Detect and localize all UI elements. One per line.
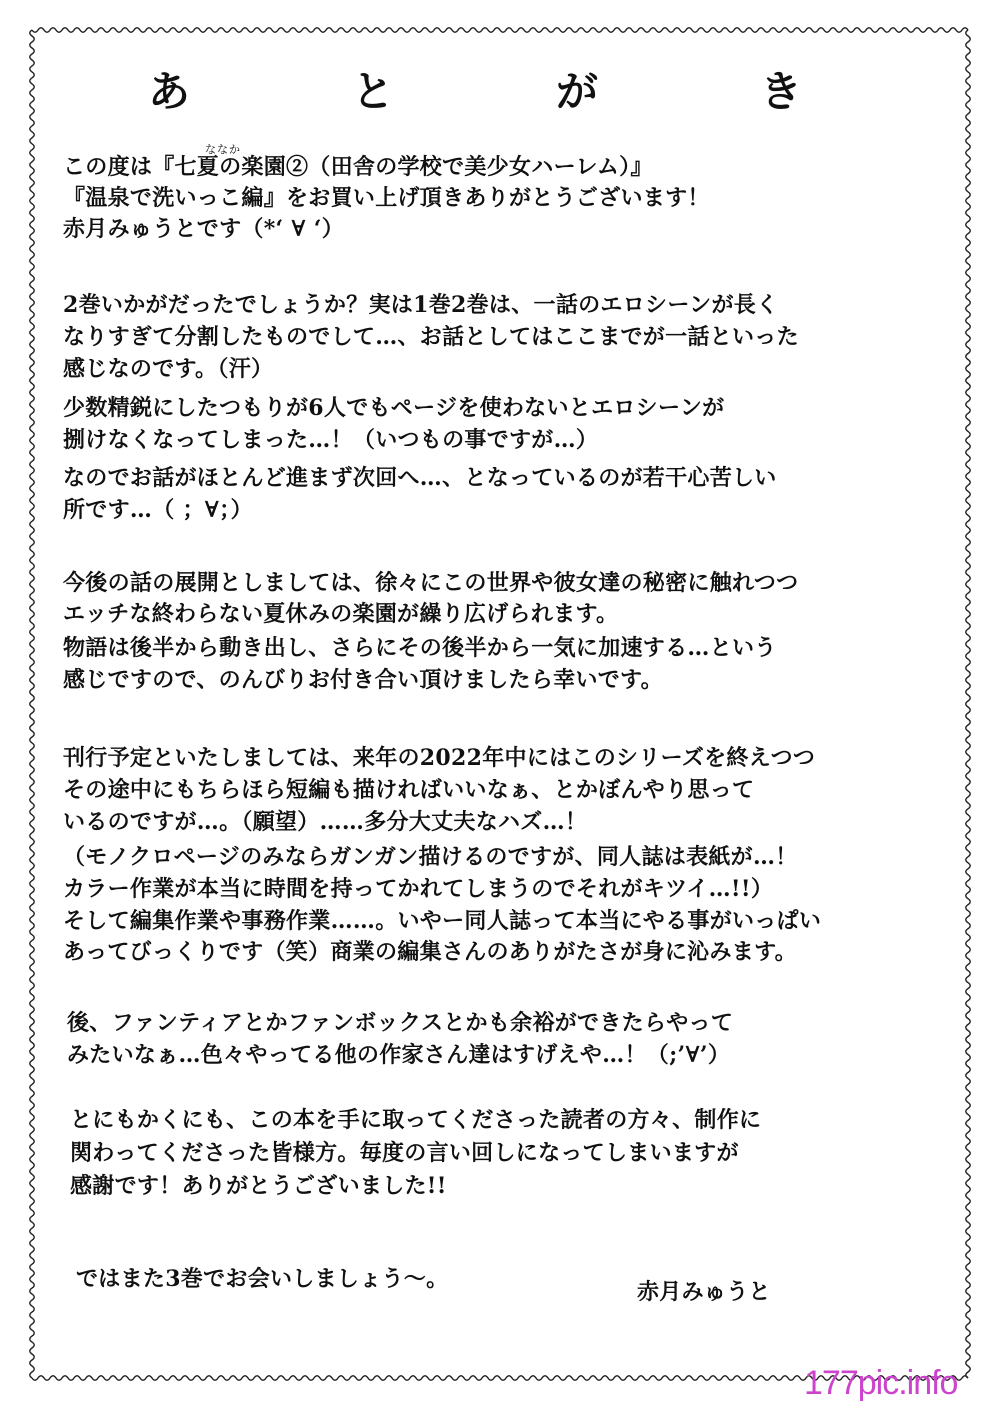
text-line: 感謝です！ありがとうございました!! xyxy=(70,1173,447,1199)
closing-line: ではまた3巻でお会いしましょう～。 xyxy=(76,1266,449,1292)
text-line: みたいなぁ…色々やってる他の作家さん達はすげえや…！（;’∀’） xyxy=(67,1042,731,1068)
text-line: 物語は後半から動き出し、さらにその後半から一気に加速する…という xyxy=(63,635,777,661)
border-wave xyxy=(32,28,968,32)
text-line: あってびっくりです（笑）商業の編集さんのありがたさが身に沁みます。 xyxy=(63,939,797,965)
text-line: 今後の話の展開としましては、徐々にこの世界や彼女達の秘密に触れつつ xyxy=(63,570,799,596)
text-line: 少数精鋭にしたつもりが6人でもページを使わないとエロシーンが xyxy=(63,395,725,421)
text-line: 2巻いかがだったでしょうか？実は1巻2巻は、一話のエロシーンが長く xyxy=(63,292,779,318)
text-line: エッチな終わらない夏休みの楽園が繰り広げられます。 xyxy=(63,601,619,627)
border-wave xyxy=(30,30,34,1378)
text-line: 捌けなくなってしまった…！（いつもの事ですが…） xyxy=(63,427,599,453)
text-line: 赤月みゅうとです（*‘ ∀ ‘） xyxy=(63,216,345,242)
text-line: とにもかくにも、この本を手に取ってくださった読者の方々、制作に xyxy=(70,1107,762,1133)
text-line: その途中にもちらほら短編も描ければいいなぁ、とかぼんやり思って xyxy=(63,777,755,803)
text-line: いるのですが…。（願望）……多分大丈夫なハズ…！ xyxy=(63,809,588,835)
text-line: 刊行予定といたしましては、来年の2022年中にはこのシリーズを終えつつ xyxy=(63,745,816,771)
text-line: カラー作業が本当に時間を持ってかれてしまうのでそれがキツイ…!!） xyxy=(63,876,774,902)
text-line: （モノクロページのみならガンガン描けるのですが、同人誌は表紙が…！ xyxy=(63,844,798,870)
border-wave xyxy=(966,30,970,1378)
text-line: 関わってくださった皆様方。毎度の言い回しになってしまいますが xyxy=(70,1140,739,1166)
text-line: そして編集作業や事務作業……。いやー同人誌って本当にやる事がいっぱい xyxy=(63,908,822,934)
site-watermark: 177pic.info xyxy=(804,1364,958,1402)
text-line: なのでお話がほとんど進まず次回へ…、となっているのが若干心苦しい xyxy=(63,465,777,491)
text-line: 所です…（ ；∀；） xyxy=(63,497,253,523)
text-line: 後、ファンティアとかファンボックスとかも余裕ができたらやって xyxy=(67,1010,734,1036)
text-line: 感じなのです。（汗） xyxy=(63,356,274,382)
title-char-a: あ xyxy=(148,67,191,116)
title-char-ki: き xyxy=(760,67,803,116)
title-char-to: と xyxy=(352,67,395,116)
ruby-reading: ななか xyxy=(205,143,241,156)
text-line: なりすぎて分割したものでして…、お話としてはここまでが一話といった xyxy=(63,324,799,350)
text-line: この度は『七夏の楽園②（田舎の学校で美少女ハーレム）』 xyxy=(63,154,653,180)
text-line: 感じですので、のんびりお付き合い頂けましたら幸いです。 xyxy=(63,667,663,693)
text-line: 『温泉で洗いっこ編』をお買い上げ頂きありがとうございます！ xyxy=(63,185,710,211)
author-signature: 赤月みゅうと xyxy=(637,1279,771,1305)
title-char-ga: が xyxy=(556,67,599,116)
